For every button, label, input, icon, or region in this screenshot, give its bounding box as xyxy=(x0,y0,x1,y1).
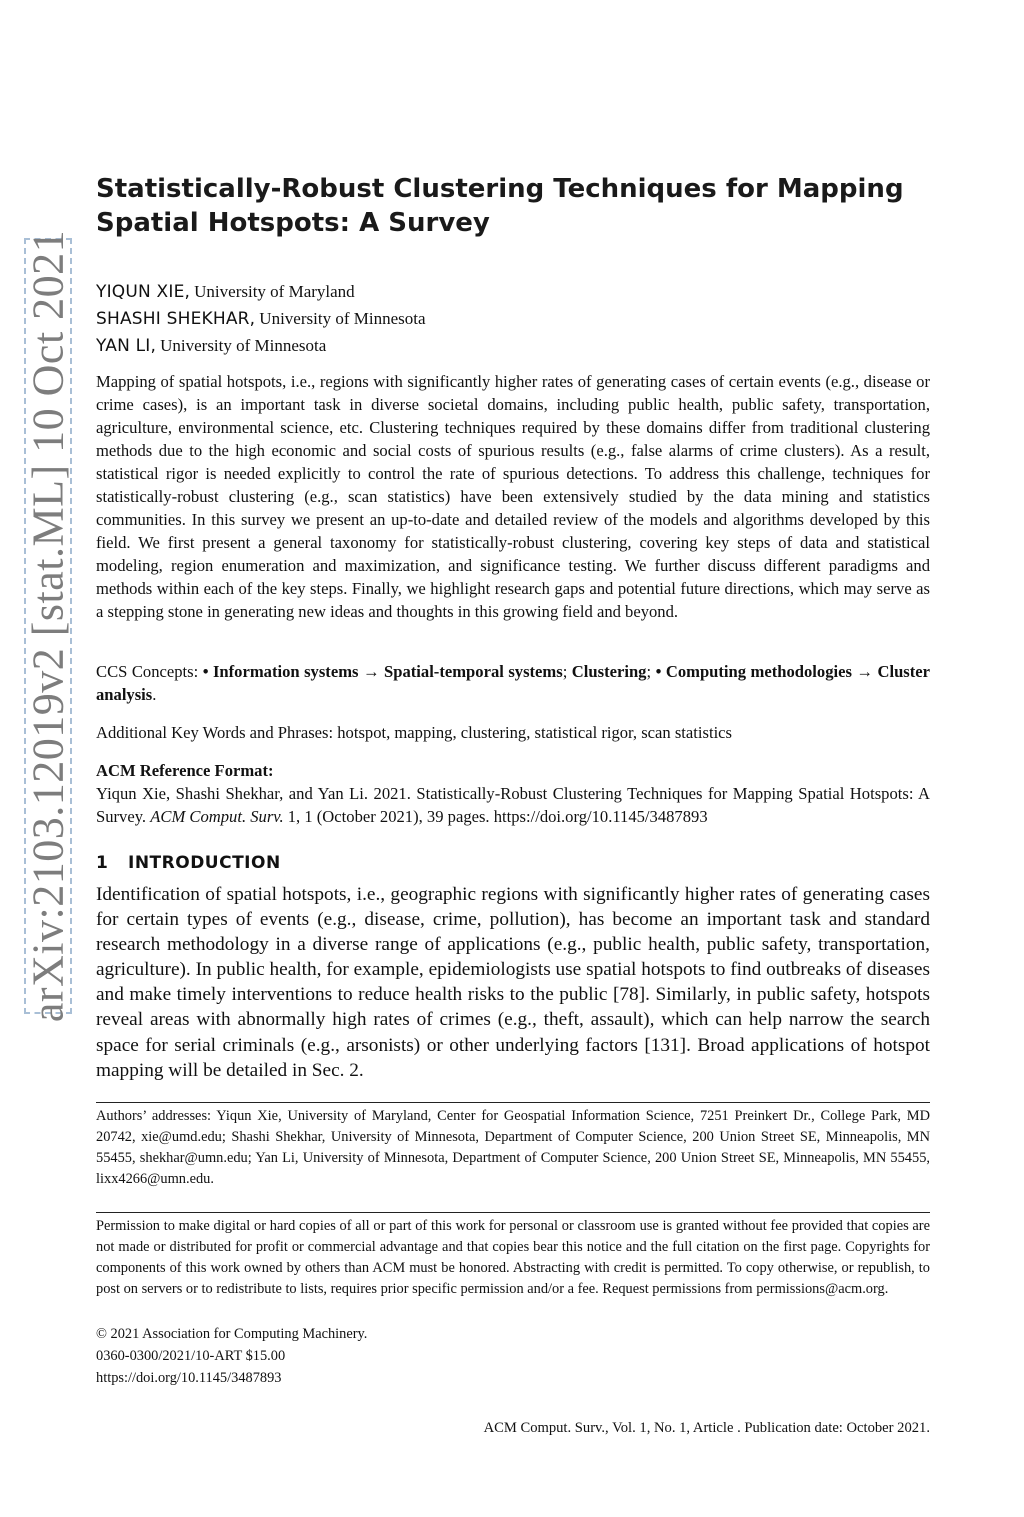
ccs-concept-3: • Computing methodologies → Cluster analysis xyxy=(96,662,931,704)
keywords: Additional Key Words and Phrases: hotspot, mapping, clustering, statistical rigor, scan statistics xyxy=(96,723,732,742)
ccs-concept-2: Clustering xyxy=(571,662,647,681)
author-list xyxy=(96,278,426,359)
author-line xyxy=(96,278,426,305)
section-number: 1 xyxy=(96,853,109,873)
acm-reference-text: Yiqun Xie, Shashi Shekhar, and Yan Li. 2021. Statistically-Robust Clustering Techniques for Mapping Spatial Hotspots: A Survey. xyxy=(96,784,930,826)
author-name: YIQUN XIE, xyxy=(96,282,191,302)
footnote-divider xyxy=(96,1102,930,1103)
doi-line: https://doi.org/10.1145/3487893 xyxy=(96,1370,282,1386)
author-affiliation: University of Minnesota xyxy=(259,309,426,328)
author-affiliation: University of Maryland xyxy=(194,282,355,301)
ccs-label: CCS Concepts: xyxy=(96,662,203,681)
author-line xyxy=(96,305,426,332)
permission-divider xyxy=(96,1212,930,1213)
author-affiliation: University of Minnesota xyxy=(160,336,327,355)
acm-reference-journal: ACM Comput. Surv. xyxy=(150,807,284,826)
issn-line: 0360-0300/2021/10-ART $15.00 xyxy=(96,1348,286,1364)
paper-title: Statistically-Robust Clustering Techniques for Mapping Spatial Hotspots: A Survey xyxy=(96,174,904,238)
page-footer: ACM Comput. Surv., Vol. 1, No. 1, Article . Publication date: October 2021. xyxy=(483,1420,930,1436)
abstract: Mapping of spatial hotspots, i.e., regions with significantly higher rates of generating cases of certain events (e.g., disease or crime cases), is an important task in diverse societal domains, including public health, public safety, transportation, agriculture, environmental science, etc. Clustering techniques required by these domains differ from traditional clustering methods due to the high economic and social costs of spurious results (e.g., false alarms of crime clusters). As a result, statistical rigor is needed explicitly to control the rate of spurious detections. To address this challenge, techniques for statistically-robust clustering (e.g., scan statistics) have been extensively studied by the data mining and statistics communities. In this survey we present an up-to-date and detailed review of the models and algorithms developed by this field. We first present a general taxonomy for statistically-robust clustering, covering key steps of data and statistical modeling, region enumeration and maximization, and significance testing. We further discuss different paradigms and methods within each of the key steps. Finally, we highlight research gaps and potential future directions, which may serve as a stepping stone in generating new ideas and thoughts in this growing field and beyond. xyxy=(96,372,930,621)
author-line xyxy=(96,332,426,359)
acm-reference-heading: ACM Reference Format: xyxy=(96,761,274,780)
ccs-end: . xyxy=(152,685,157,704)
ccs-separator: ; xyxy=(562,662,572,681)
arxiv-stamp: arXiv:2103.12019v2 [stat.ML] 10 Oct 2021 xyxy=(23,229,73,1023)
ccs-concept-1: • Information systems → Spatial-temporal systems xyxy=(202,662,563,681)
ccs-separator: ; xyxy=(646,662,656,681)
introduction-text: Identification of spatial hotspots, i.e., geographic regions with significantly higher rates of generating cases for certain types of events (e.g., disease, crime, pollution), has become an important task and standard research methodology in a diverse range of applications (e.g., public health, public safety, transportation, agriculture). In public health, for example, epidemiologists use spatial hotspots to find outbreaks of diseases and make timely interventions to reduce health risks to the public [78]. Similarly, in public safety, hotspots reveal areas with abnormally high rates of crimes (e.g., theft, assault), which can help narrow the search space for serial criminals (e.g., arsonists) or other underlying factors [131]. Broad applications of hotspot mapping will be detailed in Sec. 2. xyxy=(96,884,930,1081)
section-title: INTRODUCTION xyxy=(128,853,281,873)
permission-notice: Permission to make digital or hard copies of all or part of this work for personal or classroom use is granted without fee provided that copies are not made or distributed for profit or commercial advantage and that copies bear this notice and the full citation on the first page. Copyrights for components of this work owned by others than ACM must be honored. Abstracting with credit is permitted. To copy otherwise, or republish, to post on servers or to redistribute to lists, requires prior specific permission and/or a fee. Request permissions from permissions@acm.org. xyxy=(96,1218,930,1297)
author-name: SHASHI SHEKHAR, xyxy=(96,309,256,329)
section-heading xyxy=(96,853,281,873)
acm-reference-tail: 1, 1 (October 2021), 39 pages. https://doi.org/10.1145/3487893 xyxy=(283,807,708,826)
copyright-line: © 2021 Association for Computing Machinery. xyxy=(96,1326,368,1342)
ccs-concepts xyxy=(96,660,930,706)
authors-addresses: Authors’ addresses: Yiqun Xie, University of Maryland, Center for Geospatial Information Science, 7251 Preinkert Dr., College Park, MD 20742, xie@umd.edu; Shashi Shekhar, University of Minnesota, Department of Computer Science, 200 Union Street SE, Minneapolis, MN 55455, shekhar@umn.edu; Yan Li, University of Minnesota, Department of Computer Science, 200 Union Street SE, Minneapolis, MN 55455, lixx4266@umn.edu. xyxy=(96,1108,930,1187)
author-name: YAN LI, xyxy=(96,336,157,356)
acm-reference xyxy=(96,782,930,828)
